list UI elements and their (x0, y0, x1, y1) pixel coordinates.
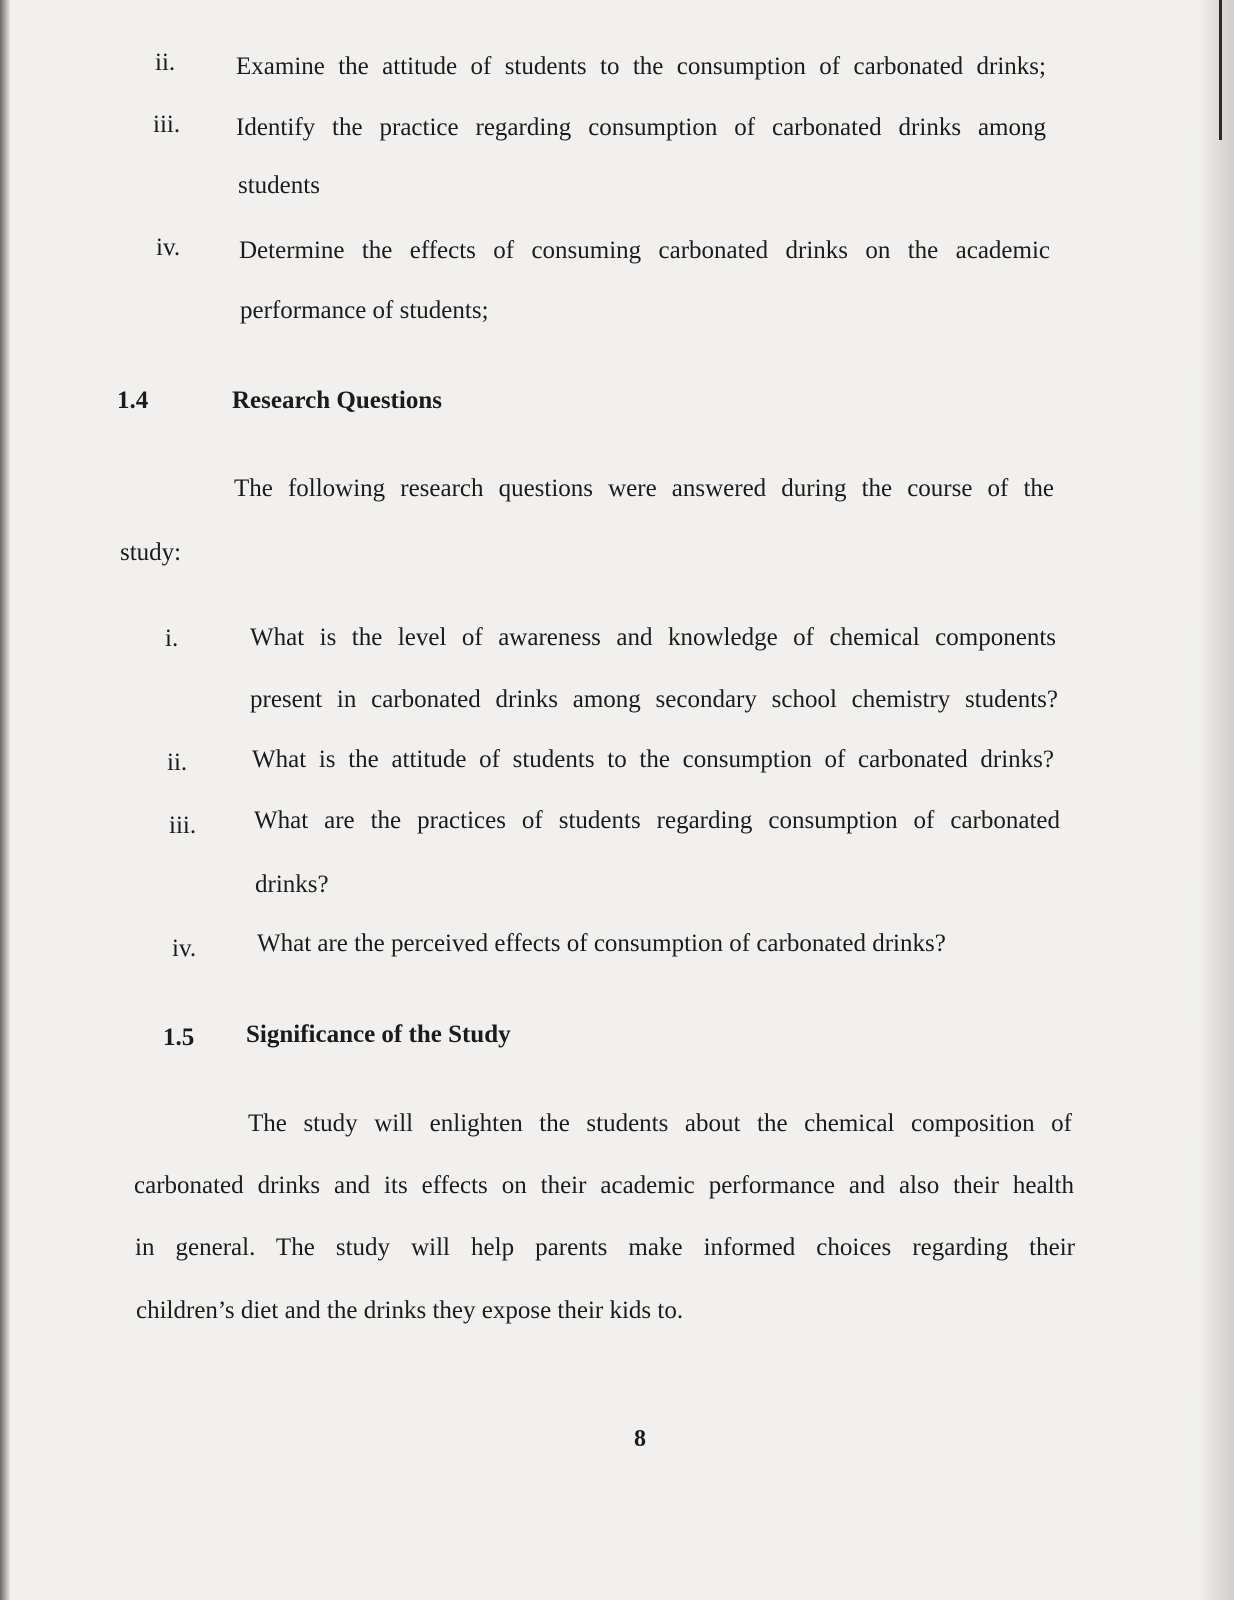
objective-text: students (238, 172, 320, 199)
question-text: present in carbonated drinks among secondary school chemistry students? (250, 686, 1058, 713)
significance-paragraph: children’s diet and the drinks they expose their kids to. (136, 1297, 684, 1324)
question-text: What are the perceived effects of consumption of carbonated drinks? (257, 930, 946, 957)
question-text: drinks? (255, 871, 329, 898)
significance-paragraph: in general. The study will help parents make informed choices regarding their (135, 1234, 1075, 1261)
question-number: iii. (169, 812, 197, 839)
section-number: 1.4 (117, 387, 149, 414)
section-number: 1.5 (163, 1024, 195, 1051)
objective-text: Identify the practice regarding consumption of carbonated drinks among (236, 114, 1046, 141)
question-number: ii. (167, 749, 188, 776)
page-edge-mark (1219, 0, 1222, 140)
page-edge-left (0, 0, 10, 1600)
question-number: i. (165, 625, 179, 652)
question-text: What are the practices of students regarding consumption of carbonated (254, 807, 1060, 834)
question-text: What is the level of awareness and knowledge of chemical components (250, 624, 1056, 651)
objective-text: Examine the attitude of students to the consumption of carbonated drinks; (236, 53, 1046, 80)
objective-number: iii. (153, 111, 181, 138)
objective-number: ii. (155, 49, 176, 76)
page-edge-right (1198, 0, 1234, 1600)
question-number: iv. (172, 935, 197, 962)
objective-number: iv. (156, 234, 181, 261)
objective-text: Determine the effects of consuming carbonated drinks on the academic (239, 237, 1050, 264)
objective-text: performance of students; (240, 297, 489, 324)
significance-paragraph: carbonated drinks and its effects on their academic performance and also their health (134, 1172, 1074, 1199)
section-heading: Significance of the Study (246, 1021, 511, 1048)
intro-paragraph: study: (120, 539, 182, 566)
page-number: 8 (634, 1426, 646, 1452)
significance-paragraph: The study will enlighten the students about the chemical composition of (248, 1110, 1072, 1137)
section-heading: Research Questions (232, 387, 442, 414)
question-text: What is the attitude of students to the consumption of carbonated drinks? (252, 746, 1054, 773)
intro-paragraph: The following research questions were answered during the course of the (234, 475, 1054, 502)
